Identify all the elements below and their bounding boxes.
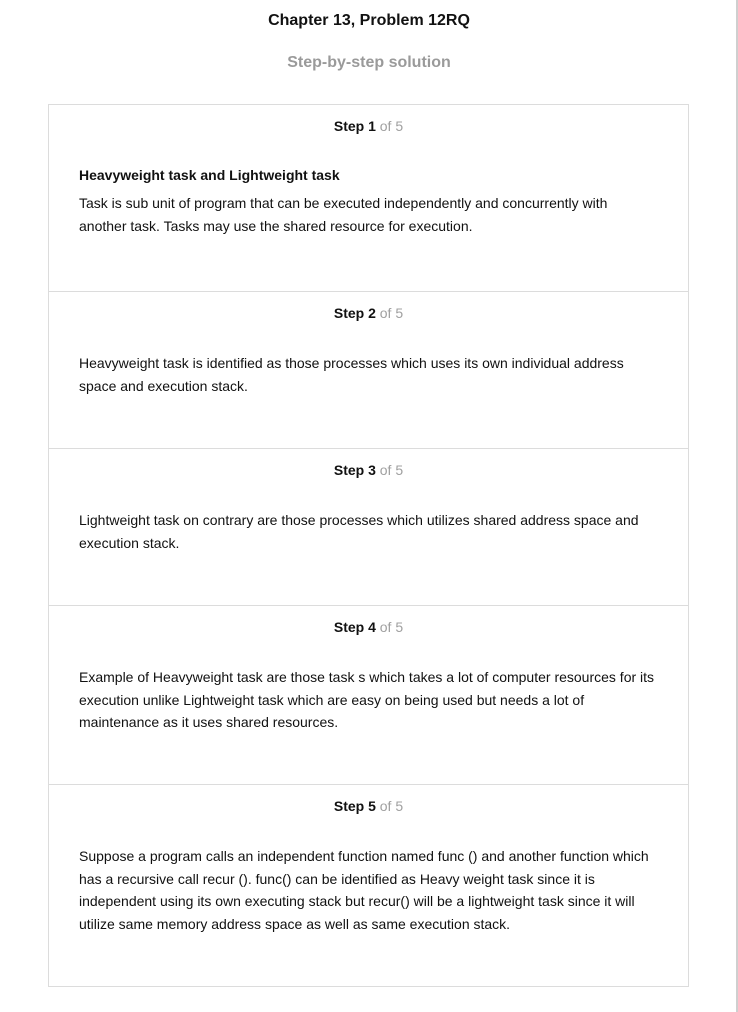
step-2 [49,292,688,449]
step-total: of 5 [379,798,404,814]
step-text: Suppose a program calls an independent function named func () and another function which has a recursive call recur (). func() can be identified as Heavy weight task since it is independent using its own executing stack but recur() will be a lightweight task since it will utilize same memory address space as well as same execution stack. [79,848,649,932]
step-text: Example of Heavyweight task are those task s which takes a lot of computer resources for its execution unlike Lightweight task which are easy on being used but needs a lot of maintenance as it uses shared resources. [79,669,655,730]
step-header [79,118,658,135]
step-number: Step 2 [333,305,376,321]
step-header [79,619,658,636]
step-text: Lightweight task on contrary are those processes which utilizes shared address space and execution stack. [79,512,639,551]
solution-subtitle: Step-by-step solution [287,54,451,71]
step-header [79,305,658,322]
step-number: Step 5 [333,798,376,814]
step-5 [49,785,688,986]
step-total: of 5 [379,619,404,635]
step-total: of 5 [379,462,404,478]
step-total: of 5 [379,118,404,134]
step-header [79,798,658,815]
step-4 [49,606,688,785]
step-number: Step 4 [333,619,376,635]
page-title: Chapter 13, Problem 12RQ [268,12,470,29]
step-header [79,462,658,479]
step-text: Heavyweight task is identified as those processes which uses its own individual address space and execution stack. [79,355,624,394]
solution-steps [48,104,689,987]
step-number: Step 1 [333,118,376,134]
step-total: of 5 [379,305,404,321]
step-1 [49,105,688,292]
step-text: Task is sub unit of program that can be executed independently and concurrently with another task. Tasks may use the shared resource for execution. [79,195,608,234]
step-3 [49,449,688,606]
step-heading: Heavyweight task and Lightweight task [79,167,340,183]
step-number: Step 3 [333,462,376,478]
